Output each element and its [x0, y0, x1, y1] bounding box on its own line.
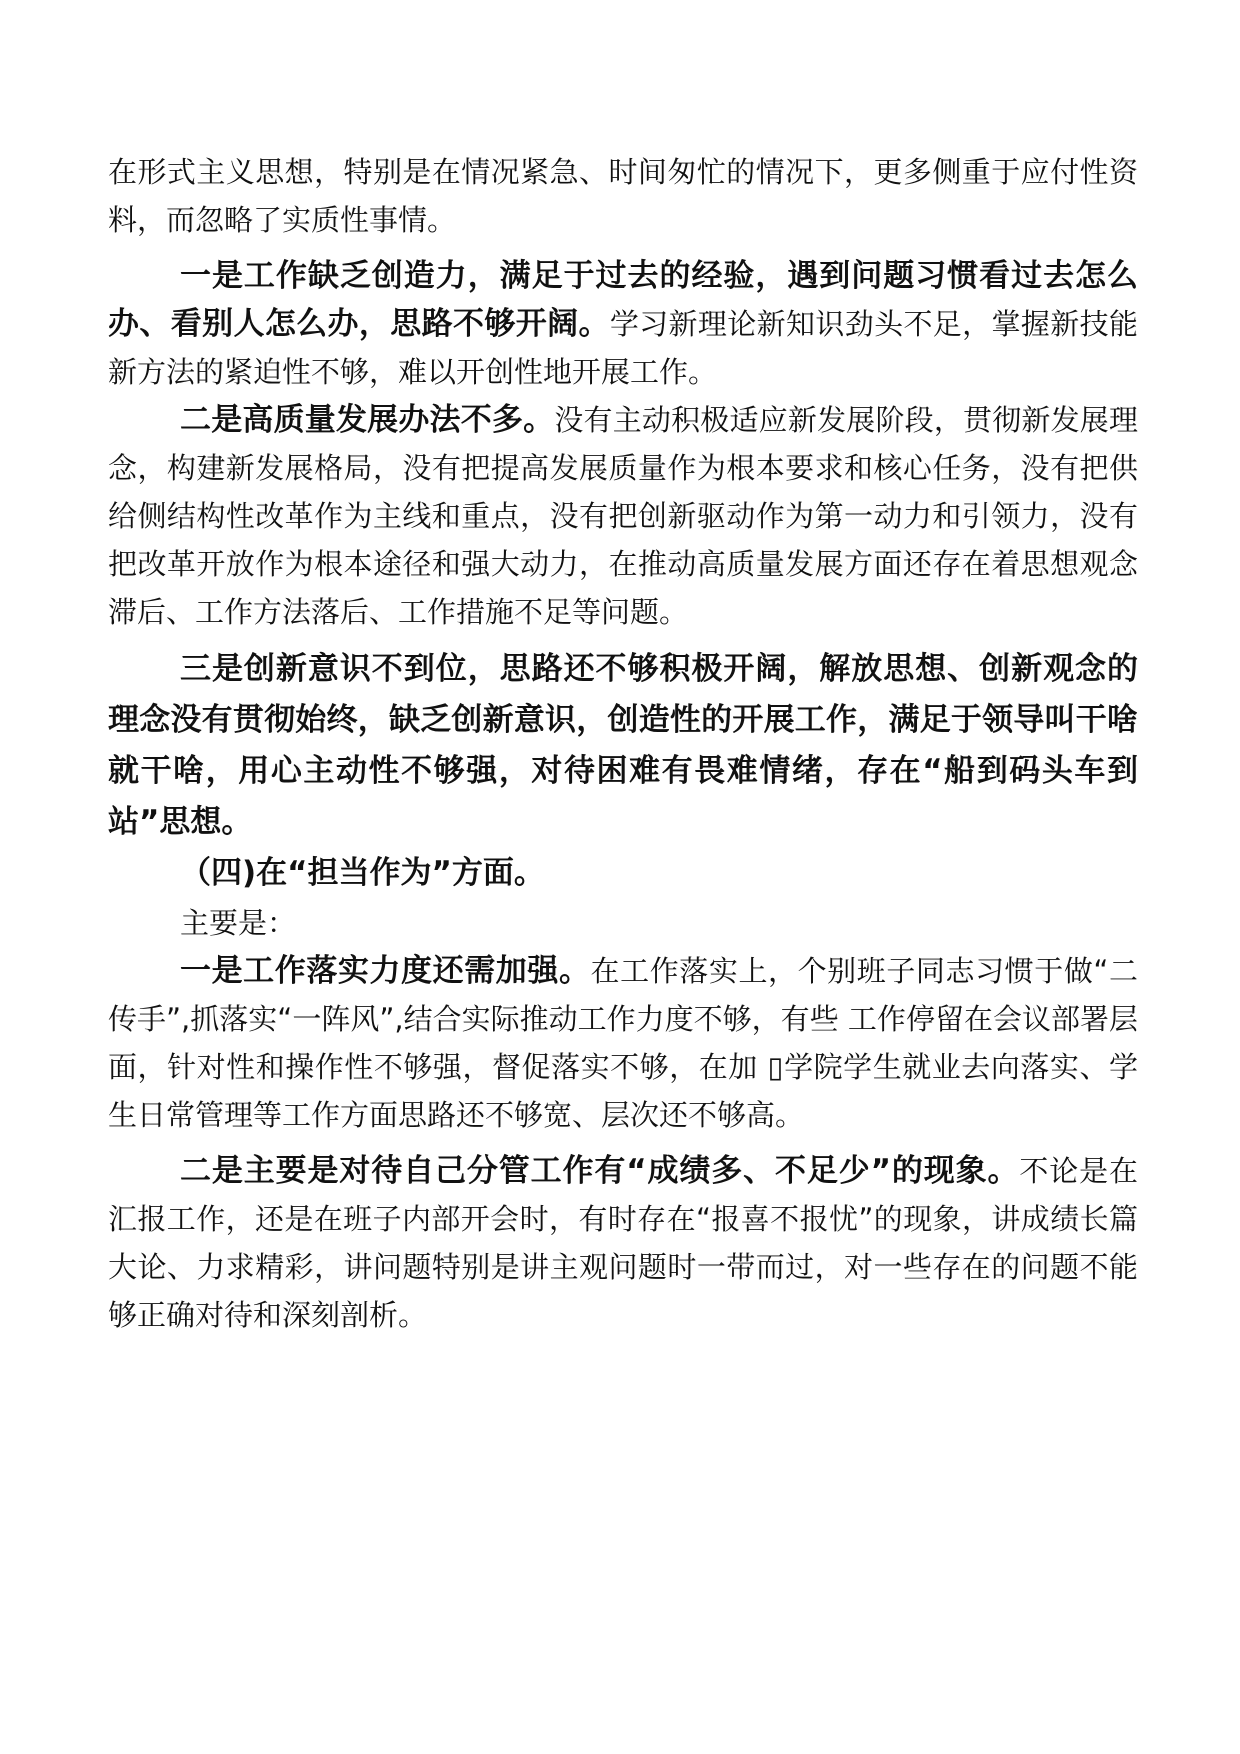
paragraph-implementation [108, 947, 1138, 1139]
paragraph-innovation [108, 644, 1138, 848]
paragraph-text: 在形式主义思想，特别是在情况紧急、时间匆忙的情况下，更多侧重于应付性资料，而忽略了实质性事情。 [108, 155, 1138, 237]
paragraph-text: 不论是在汇报工作，还是在班子内部开会时，有时存在“报喜不报忧”的现象，讲成绩长篇大论、力求精彩，讲问题特别是讲主观问题时一带而过，对一些存在的问题不能够正确对待和深刻剖析。 [108, 1154, 1138, 1332]
paragraph-lead-bold: 二是主要是对待自己分管工作有“成绩多、不足少”的现象。 [180, 1153, 1020, 1189]
section-heading: （四)在“担当作为”方面。 [180, 855, 545, 891]
paragraph-creativity [108, 252, 1138, 396]
paragraph-lead-bold: 一是工作缺乏创造力，满足于过去的经验，遇到问题习惯看过去怎么办、看别人怎么办，思路不够开阔。 [108, 258, 1138, 342]
paragraph-lead-bold: 三是创新意识不到位，思路还不够积极开阔，解放思想、创新观念的理念没有贯彻始终，缺乏创新意识，创造性的开展工作，满足于领导叫干啥就干啥，用心主动性不够强，对待困难有畏难情绪，存在“船到码头车到站”思想。 [108, 651, 1138, 840]
paragraph-quality-development [108, 396, 1138, 636]
paragraph-text: 没有主动积极适应新发展阶段，贯彻新发展理念，构建新发展格局，没有把提高发展质量作为根本要求和核心任务，没有把供给侧结构性改革作为主线和重点，没有把创新驱动作为第一动力和引领力，没有把改革开放作为根本途径和强大动力，在推动高质量发展方面还存在着思想观念滞后、工作方法落后、工作措施不足等问题。 [108, 403, 1138, 629]
paragraph-text: 学习新理论新知识劲头不足，掌握新技能新方法的紧迫性不够，难以开创性地开展工作。 [108, 307, 1138, 389]
paragraph-lead-bold: 二是高质量发展办法不多。 [180, 402, 555, 438]
paragraph-achievements [108, 1147, 1138, 1339]
paragraph-intro: 主要是： [180, 906, 297, 940]
paragraph-lead-bold: 一是工作落实力度还需加强。 [180, 953, 591, 989]
paragraph-formalism [108, 148, 1138, 244]
paragraph-text: 在工作落实上，个别班子同志习惯于做“二传手”,抓落实“一阵风”,结合实际推动工作力度不够，有些 工作停留在会议部署层面，针对性和操作性不够强，督促落实不够，在加 ▯学院学生就业去向落实、学生日常管理等工作方面思路还不够宽、层次还不够高。 [108, 954, 1139, 1132]
document-body [108, 148, 1138, 1339]
